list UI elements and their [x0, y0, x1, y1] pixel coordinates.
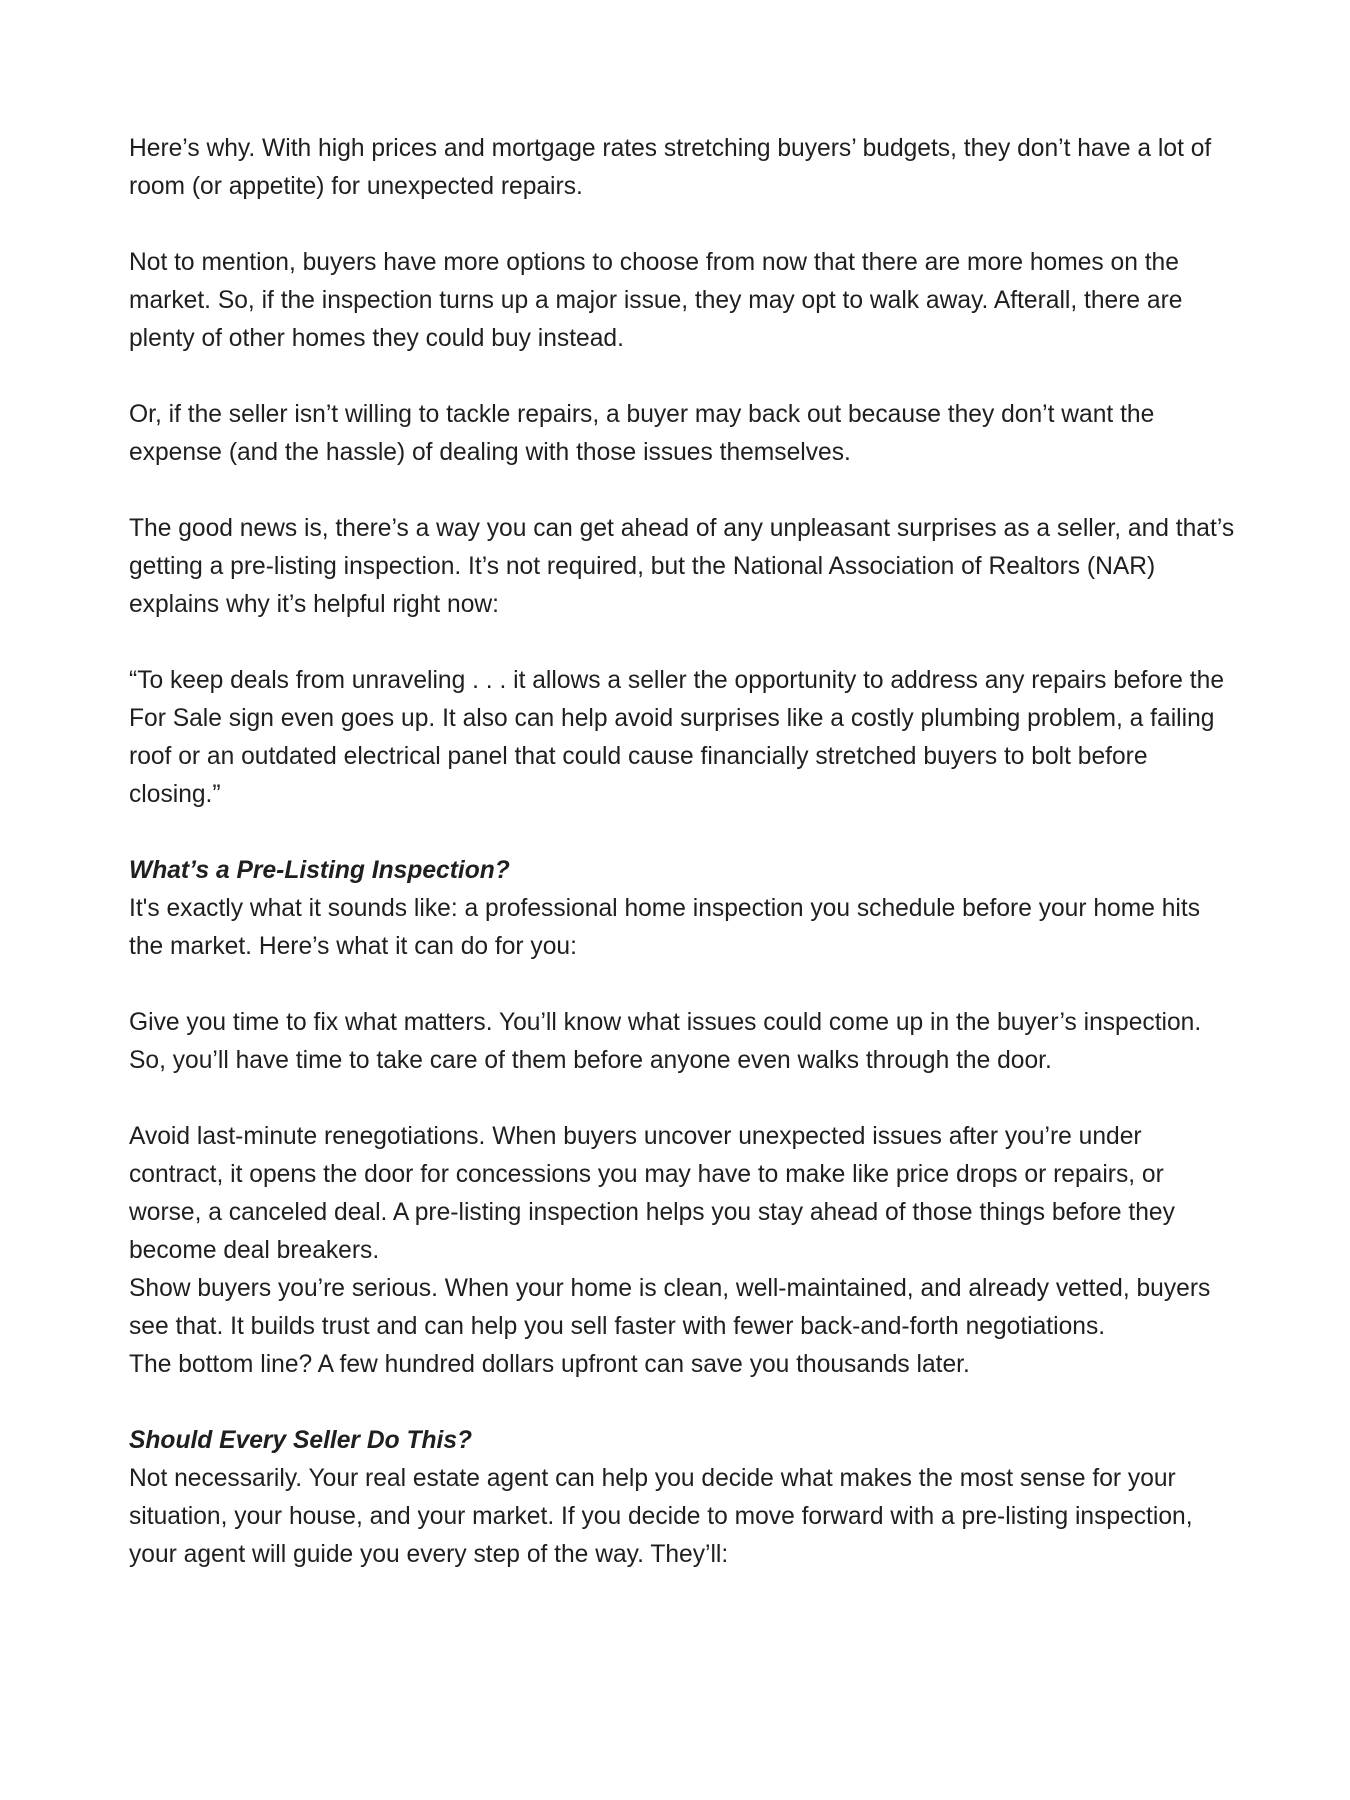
heading-pre-listing-inspection: What’s a Pre-Listing Inspection? [129, 857, 510, 884]
paragraph-nar-quote: “To keep deals from unraveling . . . it allows a seller the opportunity to address any repairs before the For Sale sign even goes up. It also can help avoid surprises like a costly plumbing problem, a failing roof or an outdated electrical panel that could cause financially stretched buyers to bolt before closing.” [129, 667, 1224, 808]
paragraph-renegotiations: Avoid last-minute renegotiations. When buyers uncover unexpected issues after you’re under contract, it opens the door for concessions you may have to make like price drops or repairs, or worse, a canceled deal. A pre-listing inspection helps you stay ahead of those things before they become deal breakers. [129, 1123, 1175, 1264]
paragraph-definition: It's exactly what it sounds like: a professional home inspection you schedule before your home hits the market. Here’s what it can do for you: [129, 895, 1201, 960]
paragraph-seller-repairs: Or, if the seller isn’t willing to tackle repairs, a buyer may back out because they don’t want the expense (and the hassle) of dealing with those issues themselves. [129, 401, 1155, 466]
document-page [129, 130, 1239, 1574]
paragraph-fix-what-matters: Give you time to fix what matters. You’ll know what issues could come up in the buyer’s inspection. So, you’ll have time to take care of them before anyone even walks through the door. [129, 1009, 1202, 1074]
heading-every-seller: Should Every Seller Do This? [129, 1427, 473, 1454]
paragraph-good-news: The good news is, there’s a way you can get ahead of any unpleasant surprises as a seller, and that’s getting a pre-listing inspection. It’s not required, but the National Association of Realtors (NAR) explains why it’s helpful right now: [129, 515, 1235, 618]
paragraph-serious: Show buyers you’re serious. When your home is clean, well-maintained, and already vetted, buyers see that. It builds trust and can help you sell faster with fewer back-and-forth negotiations. [129, 1275, 1211, 1340]
paragraph-options: Not to mention, buyers have more options to choose from now that there are more homes on the market. So, if the inspection turns up a major issue, they may opt to walk away. Afterall, there are plenty of other homes they could buy instead. [129, 249, 1183, 352]
paragraph-budgets: Here’s why. With high prices and mortgage rates stretching buyers’ budgets, they don’t have a lot of room (or appetite) for unexpected repairs. [129, 135, 1212, 200]
paragraph-bottom-line: The bottom line? A few hundred dollars upfront can save you thousands later. [129, 1351, 970, 1378]
paragraph-not-necessarily: Not necessarily. Your real estate agent can help you decide what makes the most sense for your situation, your house, and your market. If you decide to move forward with a pre-listing inspection, your agent will guide you every step of the way. They’ll: [129, 1465, 1193, 1568]
